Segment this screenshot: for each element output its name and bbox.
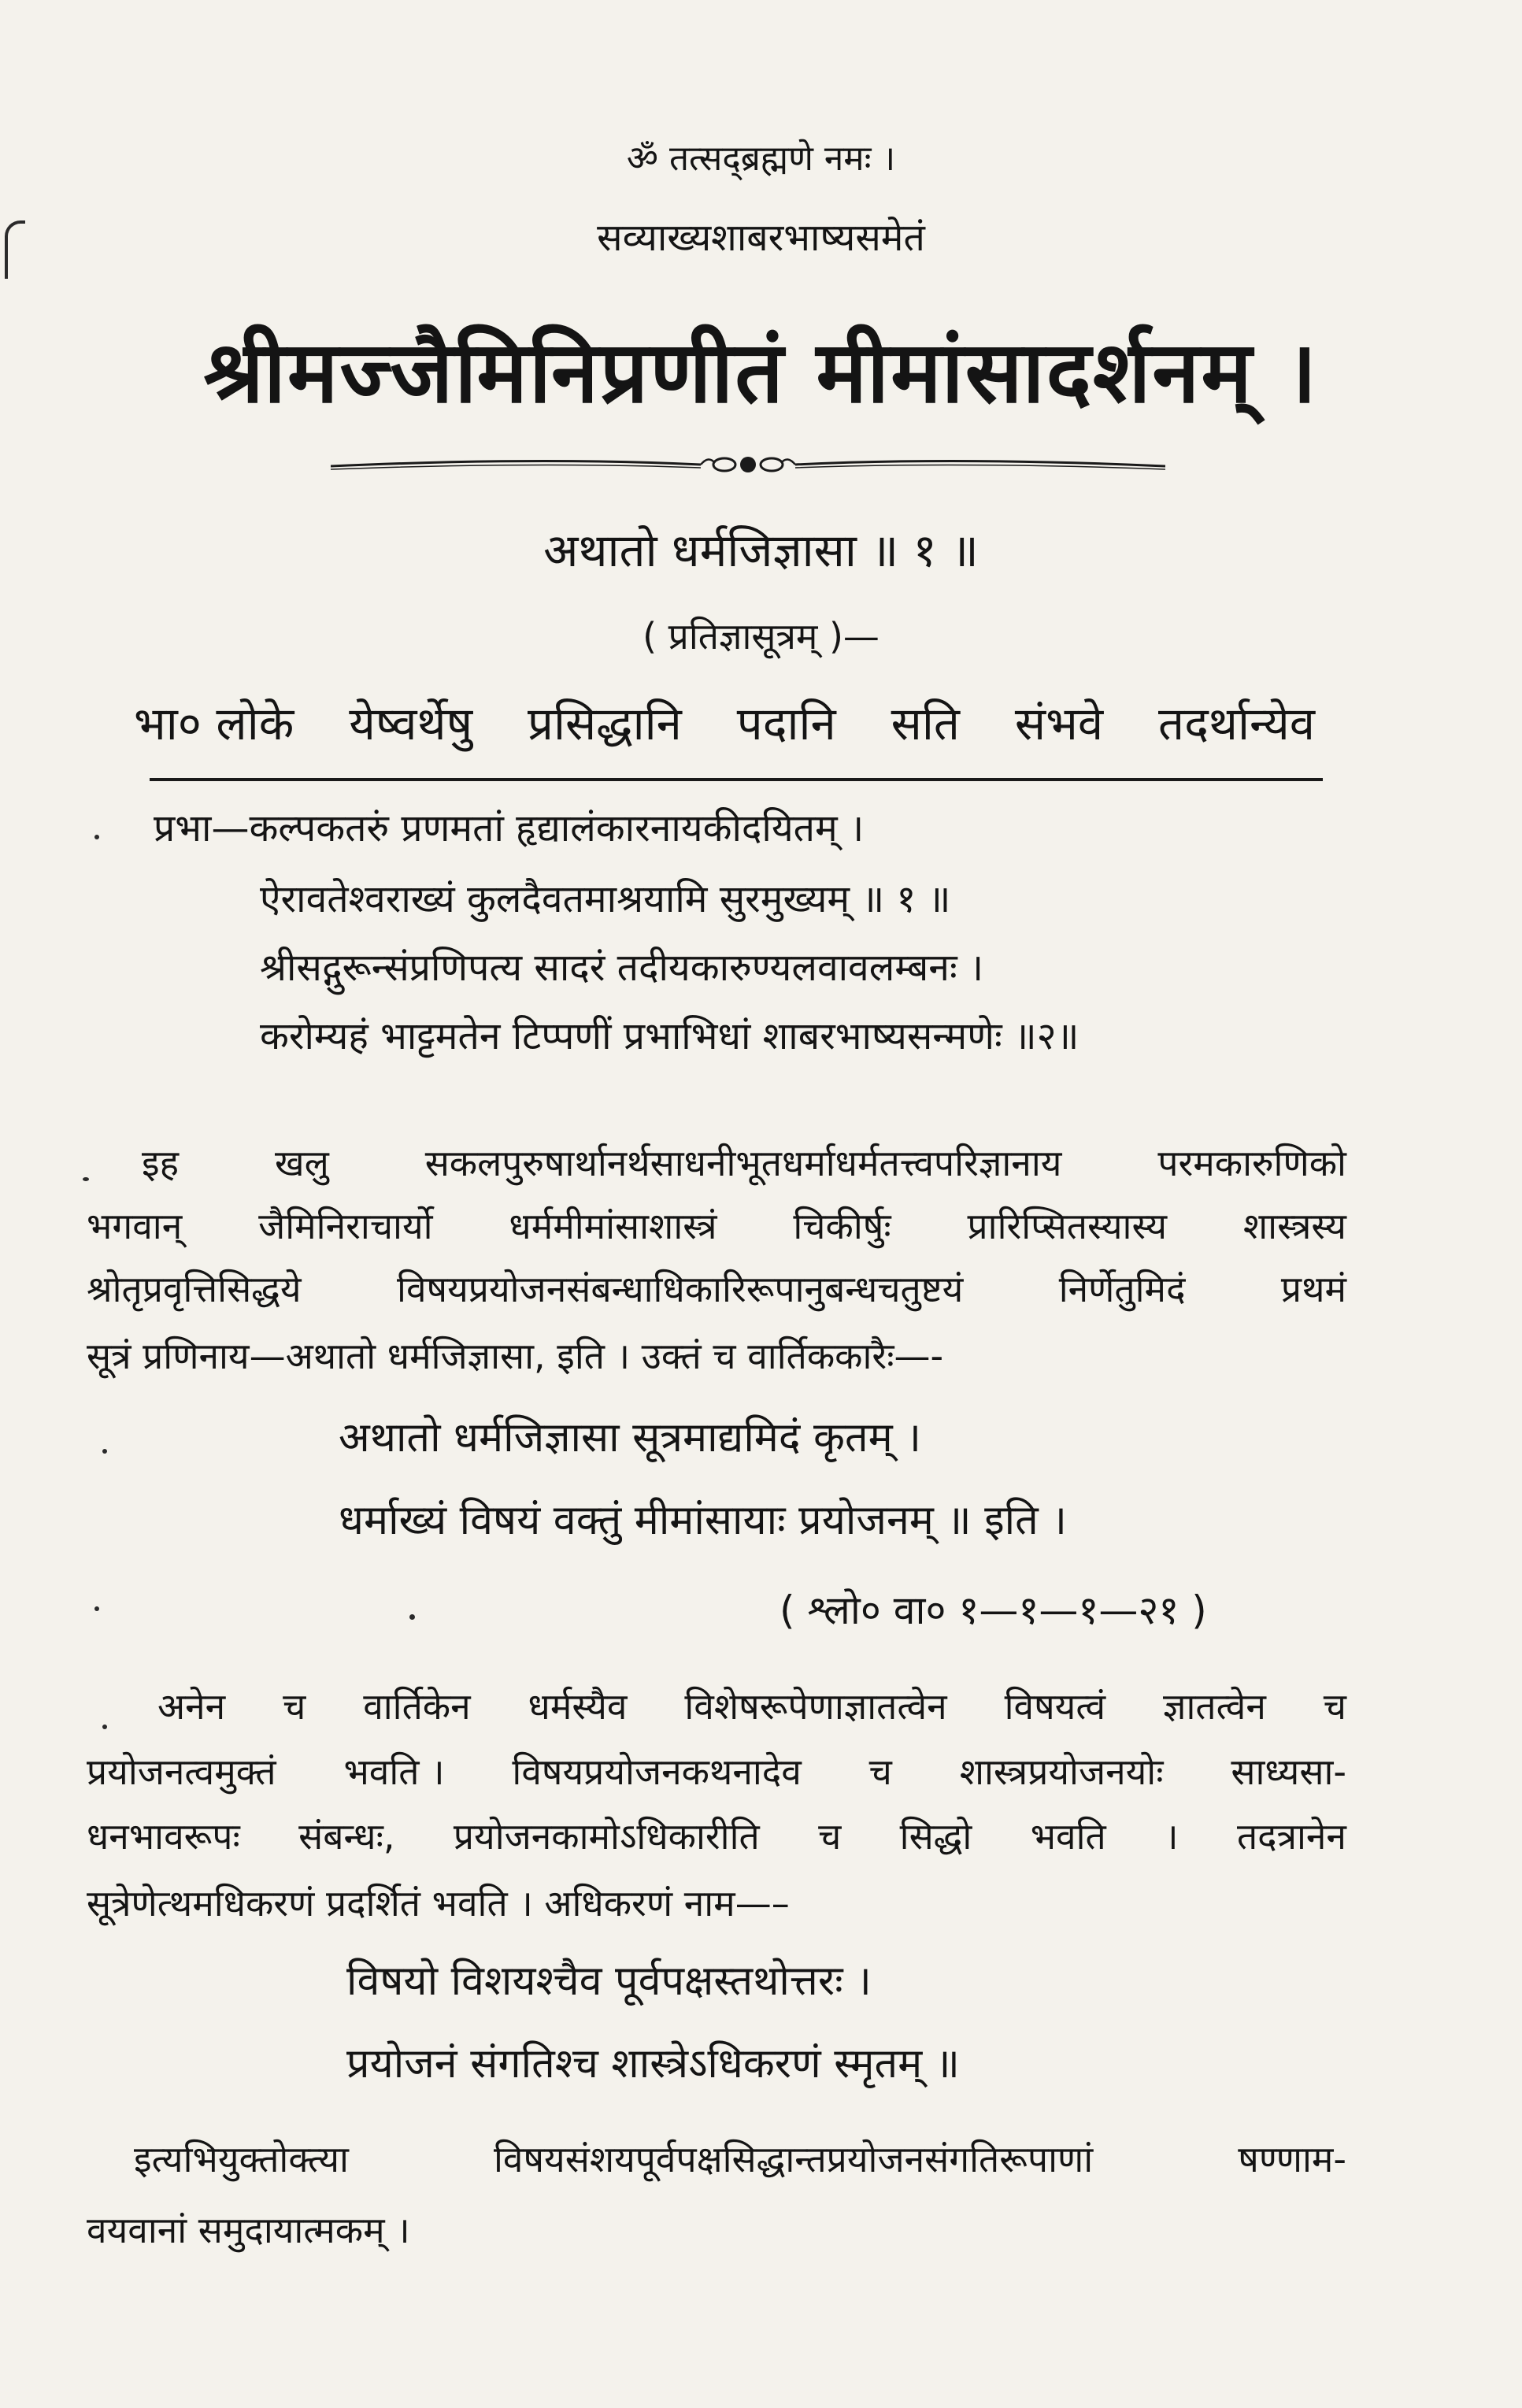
word: प्रथमं: [1280, 1268, 1346, 1310]
paragraph-line: [87, 1878, 1346, 1927]
word: षण्णाम-: [1238, 2138, 1346, 2180]
verse-line: करोम्यहं भाट्टमतेन टिप्पणीं प्रभाभिधां शाबरभाष्यसन्मणेः ॥२॥: [260, 1014, 1079, 1058]
section-divider: [150, 778, 1323, 781]
word: ज्ञातत्वेन: [1162, 1685, 1266, 1728]
invocation: ॐ तत्सद्ब्रह्मणे नमः ।: [626, 139, 896, 179]
word: च: [1323, 1685, 1346, 1728]
word: साध्यसा-: [1231, 1750, 1346, 1793]
paragraph-line: [87, 1811, 1346, 1860]
bhashya-word: प्रसिद्धानि: [528, 697, 682, 750]
word: तदत्रानेन: [1236, 1815, 1346, 1858]
word: भगवान्: [87, 1205, 183, 1247]
word: सूत्रेणेत्थमधिकरणं प्रदर्शितं भवति । अधिकरणं नाम—–: [87, 1882, 790, 1925]
ink-speck: [83, 1177, 89, 1181]
paragraph-line: [157, 1681, 1346, 1730]
word: वयवानां समुदायात्मकम् ।: [87, 2209, 410, 2251]
word: सिद्धो: [899, 1815, 972, 1858]
verse-line: प्रभा—कल्पकतरुं प्रणमतां हृद्यालंकारनायकीदयितम् ।: [154, 806, 865, 850]
paragraph-line: [87, 2205, 1346, 2254]
ink-speck: [94, 835, 99, 839]
word: प्रयोजनत्वमुक्तं: [87, 1750, 276, 1793]
paragraph-line: [87, 1331, 1346, 1380]
word: खलु: [274, 1142, 329, 1184]
bhashya-word: भा० लोके: [134, 697, 294, 750]
word: धर्मस्यैव: [528, 1685, 628, 1728]
quote-line: धर्माख्यं विषयं वक्तुं मीमांसायाः प्रयोजनम् ॥ इति ।: [339, 1497, 1067, 1544]
word: शास्त्रस्य: [1242, 1205, 1346, 1247]
quote-line: प्रयोजनं संगतिश्च शास्त्रेऽधिकरणं स्मृतम् ॥: [346, 2040, 960, 2088]
paragraph-line: [142, 1138, 1346, 1187]
subtitle: सव्याख्यशाबरभाष्यसमेतं: [597, 216, 925, 260]
page-title: श्रीमज्जैमिनिप्रणीतं मीमांसादर्शनम् ।: [203, 324, 1319, 422]
ornament-divider-icon: [331, 449, 1165, 480]
word: धनभावरूपः: [87, 1815, 240, 1858]
word: चिकीर्षुः: [793, 1205, 891, 1247]
word: परमकारुणिको: [1157, 1142, 1346, 1184]
word: इत्यभियुक्तोक्त्या: [134, 2138, 349, 2180]
word: च: [283, 1685, 306, 1728]
paragraph-line: [87, 1201, 1346, 1250]
word: निर्णेतुमिदं: [1058, 1268, 1186, 1310]
verse-line: ऐरावतेश्वराख्यं कुलदैवतमाश्रयामि सुरमुख्यम् ॥ १ ॥: [260, 877, 951, 921]
paragraph-line: [134, 2134, 1346, 2183]
word: भवति ।: [343, 1750, 445, 1793]
bhashya-word: पदानि: [736, 697, 836, 750]
word: ।: [1165, 1815, 1179, 1858]
word: च: [818, 1815, 842, 1858]
word: जैमिनिराचार्यो: [258, 1205, 433, 1247]
citation: ( श्लो० वा० १—१—१—२१ ): [780, 1587, 1207, 1633]
bhashya-word: सति: [891, 697, 960, 750]
word: च: [868, 1750, 892, 1793]
word: विषयप्रयोजनसंबन्धाधिकारिरूपानुबन्धचतुष्टयं: [397, 1268, 964, 1310]
word: विषयसंशयपूर्वपक्षसिद्धान्तप्रयोजनसंगतिरूपाणां: [493, 2138, 1094, 2180]
ink-speck: [409, 1614, 415, 1620]
word: श्रोतृप्रवृत्तिसिद्धये: [87, 1268, 302, 1310]
verse-line: श्रीसद्गुरून्संप्रणिपत्य सादरं तदीयकारुण्यलवावलम्बनः ।: [260, 946, 984, 990]
sutra-text: अथातो धर्मजिज्ञासा ॥ १ ॥: [543, 524, 979, 577]
sutra-label: ( प्रतिज्ञासूत्रम् )—: [642, 615, 880, 658]
word: इह: [142, 1142, 180, 1184]
word: विषयप्रयोजनकथनादेव: [512, 1750, 802, 1793]
paragraph-line: [87, 1747, 1346, 1795]
word: शास्त्रप्रयोजनयोः: [959, 1750, 1164, 1793]
word: संबन्धः,: [298, 1815, 395, 1858]
quote-line: विषयो विशयश्चैव पूर्वपक्षस्तथोत्तरः ।: [346, 1958, 872, 2005]
word: धर्ममीमांसाशास्त्रं: [509, 1205, 717, 1247]
word: वार्तिकेन: [363, 1685, 471, 1728]
ink-speck: [102, 1724, 107, 1729]
word: प्रारिप्सितस्यास्य: [967, 1205, 1168, 1247]
bhashya-word: येष्वर्थेषु: [349, 697, 473, 750]
paragraph-line: [87, 1264, 1346, 1313]
word: भवति: [1030, 1815, 1106, 1858]
bhashya-word: संभवे: [1014, 697, 1104, 750]
ink-speck: [94, 1606, 99, 1611]
ink-speck: [102, 1449, 107, 1454]
word: प्रयोजनकामोऽधिकारीति: [453, 1815, 760, 1858]
word: सूत्रं प्रणिनाय—अथातो धर्मजिज्ञासा, इति । उक्तं च वार्तिककारैः—-: [87, 1335, 944, 1377]
quote-line: अथातो धर्मजिज्ञासा सूत्रमाद्यमिदं कृतम् ।: [339, 1414, 921, 1461]
word: विशेषरूपेणाज्ञातत्वेन: [684, 1685, 947, 1728]
bhashya-word: तदर्थान्येव: [1158, 697, 1315, 750]
word: विषयत्वं: [1004, 1685, 1106, 1728]
bhashya-line: [134, 697, 1315, 750]
word: सकलपुरुषार्थानर्थसाधनीभूतधर्माधर्मतत्त्वपरिज्ञानाय: [424, 1142, 1062, 1184]
word: अनेन: [157, 1685, 226, 1728]
